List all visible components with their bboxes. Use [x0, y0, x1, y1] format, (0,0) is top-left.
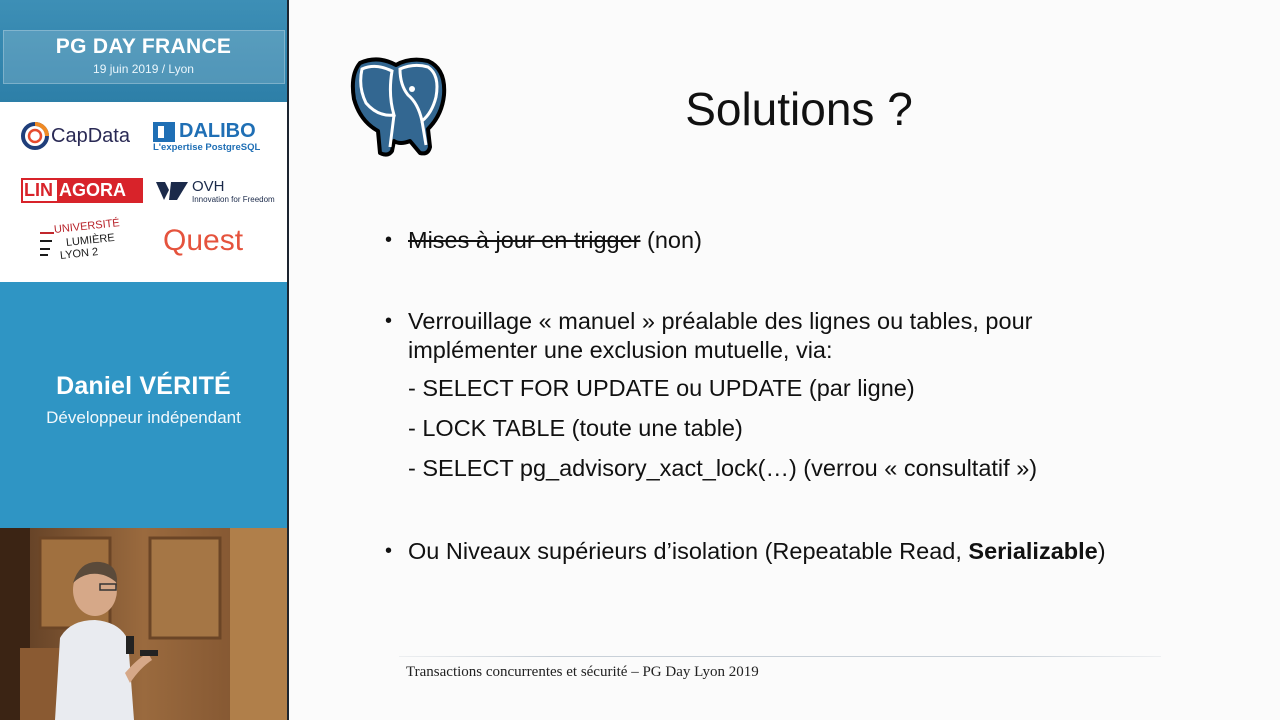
slide-title: Solutions ?: [685, 83, 913, 135]
bullet-dot: •: [385, 540, 393, 562]
presentation-slide: [289, 0, 1280, 720]
dalibo-tagline: L'expertise PostgreSQL: [153, 142, 261, 153]
quest-label: Quest: [163, 224, 244, 257]
bullet-text-line2: implémenter une exclusion mutuelle, via:: [408, 337, 833, 363]
bullet-text-pre: Ou Niveaux supérieurs d’isolation (Repeatable Read,: [408, 538, 969, 564]
slide-footer: Transactions concurrentes et sécurité – PG Day Lyon 2019: [406, 664, 759, 680]
capdata-label: CapData: [51, 125, 130, 147]
universite-lines-icon: [40, 230, 54, 258]
dalibo-icon: [153, 122, 175, 142]
bullet-text: [408, 226, 702, 255]
conference-sidebar: [0, 0, 287, 720]
capdata-icon: [20, 120, 50, 152]
capdata-logo: [20, 120, 140, 154]
sub-item: - LOCK TABLE (toute une table): [408, 415, 743, 441]
ovh-tagline: Innovation for Freedom: [192, 195, 275, 204]
bullet-text-bold: Serializable: [968, 538, 1098, 564]
quest-logo: [163, 224, 273, 262]
dalibo-logo: [153, 120, 278, 154]
bullet-text: [408, 537, 1106, 566]
sponsor-logos: [0, 102, 287, 282]
sub-item: - SELECT FOR UPDATE ou UPDATE (par ligne): [408, 375, 915, 401]
speaker-webcam-image: [0, 528, 287, 720]
event-title: PG DAY FRANCE: [55, 35, 232, 58]
event-subtitle: 19 juin 2019 / Lyon: [93, 62, 194, 76]
universite-line2: LUMIÈRE: [65, 231, 116, 249]
ovh-label: OVH: [192, 178, 225, 195]
universite-lyon2-logo: [40, 217, 130, 264]
dalibo-label: DALIBO: [179, 120, 256, 142]
footer-divider: [399, 656, 1161, 657]
ovh-icon: [155, 180, 189, 202]
universite-line1: UNIVERSITÉ: [53, 217, 121, 236]
sub-item: - SELECT pg_advisory_xact_lock(…) (verrou « consultatif »): [408, 455, 1038, 481]
ovh-logo: [155, 178, 280, 208]
bullet-dot: •: [385, 310, 393, 332]
speaker-webcam: [0, 528, 287, 720]
universite-line3: LYON 2: [59, 246, 99, 262]
struck-text: Mises à jour en trigger: [408, 227, 641, 253]
linagora-logo: [21, 178, 143, 204]
event-header: [0, 0, 287, 102]
speaker-role: Développeur indépendant: [46, 408, 241, 427]
bullet-text-line1: Verrouillage « manuel » préalable des lignes ou tables, pour: [408, 308, 1033, 334]
linagora-label-right: AGORA: [59, 180, 126, 200]
speaker-name: Daniel VÉRITÉ: [56, 372, 231, 400]
bullet-text-rest: (non): [640, 227, 702, 253]
linagora-label-left: LIN: [24, 180, 53, 200]
bullet-text-post: ): [1097, 538, 1106, 564]
bullet-dot: •: [385, 229, 393, 251]
postgresql-elephant-icon: [348, 55, 448, 157]
